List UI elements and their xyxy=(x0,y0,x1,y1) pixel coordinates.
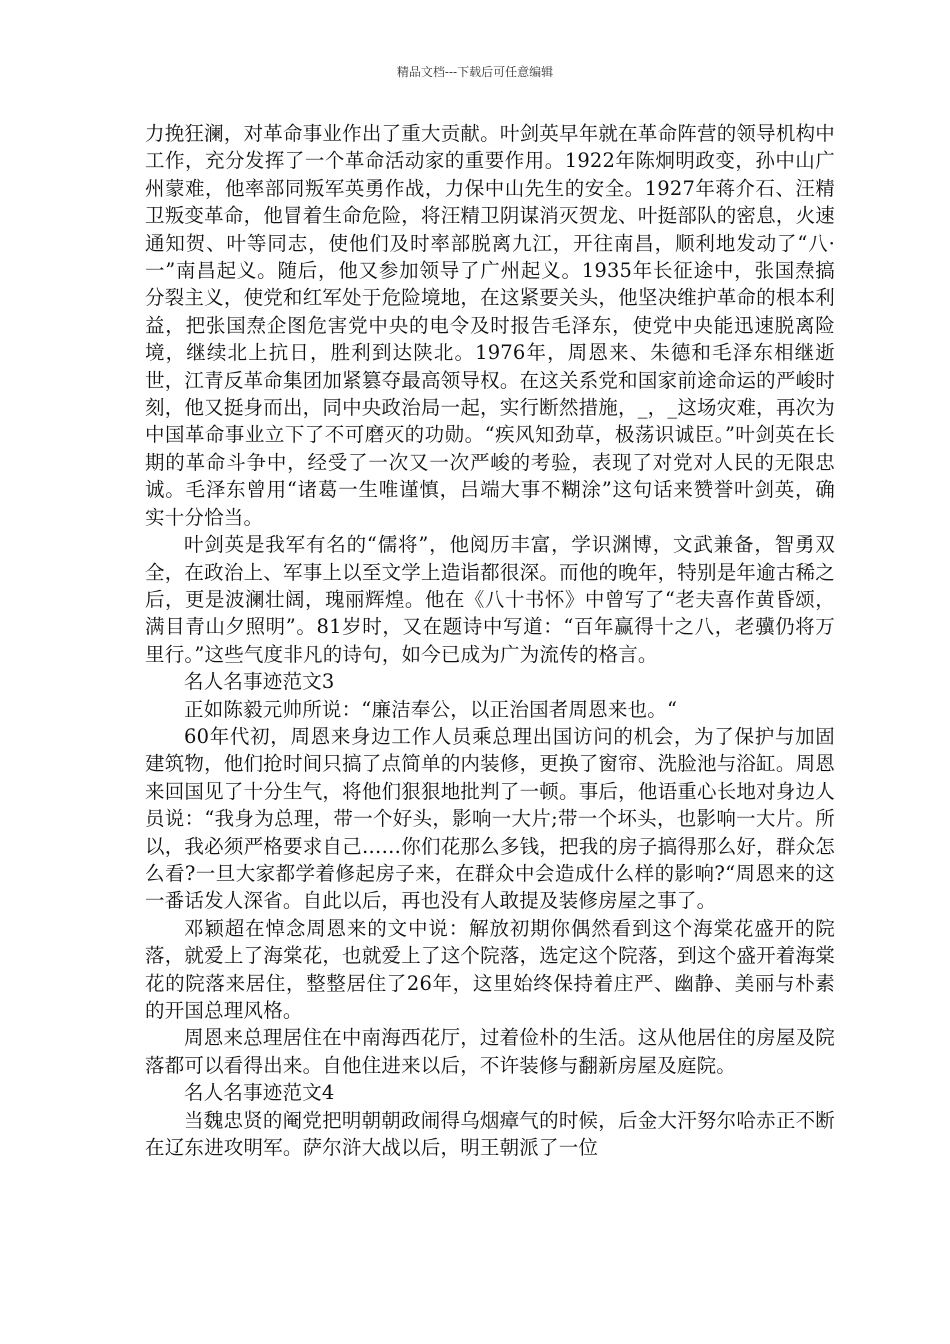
paragraph: 当魏忠贤的阉党把明朝朝政闹得乌烟瘴气的时候，后金大汗努尔哈赤正不断在辽东进攻明军。萨尔浒大战以后，明王朝派了一位 xyxy=(145,1108,835,1160)
document-body xyxy=(145,120,835,1161)
paragraph: 周恩来总理居住在中南海西花厅，过着俭朴的生活。这从他居住的房屋及院落都可以看得出来。自他住进来以后，不许装修与翻新房屋及庭院。 xyxy=(145,1026,835,1077)
paragraph: 力挽狂澜，对革命事业作出了重大贡献。叶剑英早年就在革命阵营的领导机构中工作，充分发挥了一个革命活动家的重要作用。1922年陈炯明政变，孙中山广州蒙难，他率部同叛军英勇作战，力保中山先生的安全。1927年蒋介石、汪精卫叛变革命，他冒着生命危险，将汪精卫阴谋消灭贺龙、叶挺部队的密息，火速通知贺、叶等同志，使他们及时率部脱离九江，开往南昌，顺利地发动了“八·一”南昌起义。随后，他又参加领导了广州起义。1935年长征途中，张国焘搞分裂主义，使党和红军处于危险境地，在这紧要关头，他坚决维护革命的根本利益，把张国焘企图危害党中央的电令及时报告毛泽东，使党中央能迅速脱离险境，继续北上抗日，胜利到达陕北。1976年，周恩来、朱德和毛泽东相继逝世，江青反革命集团加紧篡夺最高领导权。在这关系党和国家前途命运的严峻时刻，他又挺身而出，同中央政治局一起，实行断然措施，_，_这场灾难，再次为中国革命事业立下了不可磨灭的功勋。“疾风知劲草，极荡识诚臣。”叶剑英在长期的革命斗争中，经受了一次又一次严峻的考验，表现了对党对人民的无限忠诚。毛泽东曾用“诸葛一生唯谨慎，吕端大事不糊涂”这句话来赞誉叶剑英，确实十分恰当。 xyxy=(145,122,835,529)
paragraph: 60年代初，周恩来身边工作人员乘总理出国访问的机会，为了保护与加固建筑物，他们抢时间只搞了点简单的内装修，更换了窗帘、洗脸池与浴缸。周恩来回国见了十分生气，将他们狠狠地批判了一顿。事后，他语重心长地对身边人员说：“我身为总理，带一个好头，影响一大片;带一个坏头，也影响一大片。所以，我必须严格要求自己……你们花那么多钱，把我的房子搞得那么好，群众怎么看?一旦大家都学着修起房子来，在群众中会造成什么样的影响?“周恩来的这一番话发人深省。自此以后，再也没有人敢提及装修房屋之事了。 xyxy=(145,724,835,913)
page-header: 精品文档---下载后可任意编辑 xyxy=(396,65,554,79)
section-heading: 名人名事迹范文4 xyxy=(184,1081,335,1105)
paragraph: 正如陈毅元帅所说：“廉洁奉公，以正治国者周恩来也。“ xyxy=(184,697,678,721)
paragraph: 叶剑英是我军有名的“儒将”，他阅历丰富，学识渊博，文武兼备，智勇双全，在政治上、军事上以至文学上造诣都很深。而他的晚年，特别是年逾古稀之后，更是波澜壮阔，瑰丽辉煌。他在《八十书怀》中曾写了“老夫喜作黄昏颂，满目青山夕照明”。81岁时，又在题诗中写道：“百年赢得十之八，老骥仍将万里行。”这些气度非凡的诗句，如今已成为广为流传的格言。 xyxy=(145,533,835,666)
section-heading: 名人名事迹范文3 xyxy=(184,670,335,694)
paragraph: 邓颖超在悼念周恩来的文中说：解放初期你偶然看到这个海棠花盛开的院落，就爱上了海棠花，也就爱上了这个院落，选定这个院落，到这个盛开着海棠花的院落来居住，整整居住了26年，这里始终保持着庄严、幽静、美丽与朴素的开国总理风格。 xyxy=(145,916,835,1022)
